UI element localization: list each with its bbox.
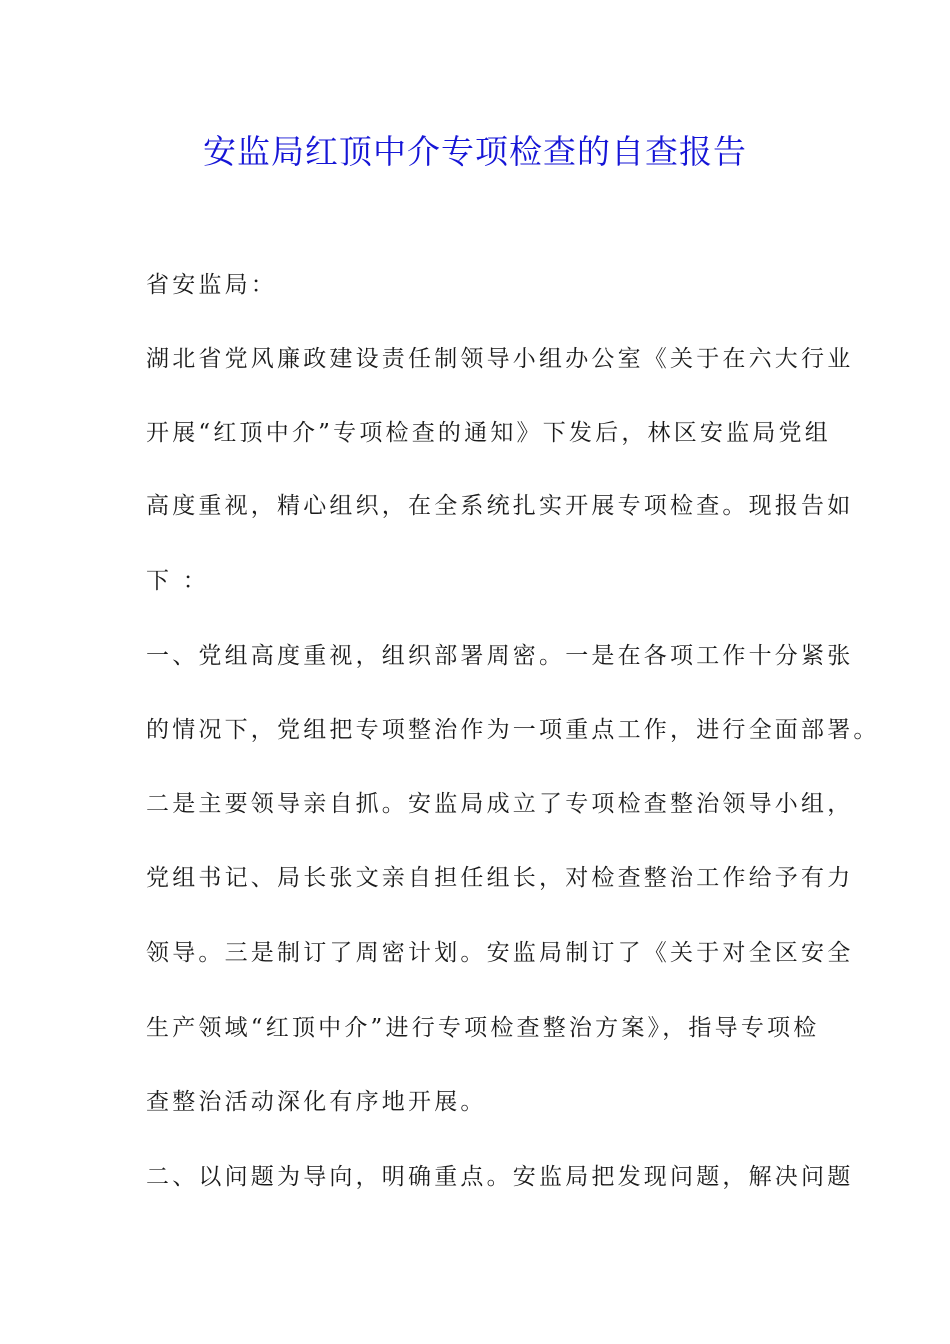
- paragraph-line: 下 ：: [146, 568, 209, 594]
- paragraph-line: 查整治活动深化有序地开展。: [146, 1089, 487, 1115]
- paragraph-line: 的情况下，党组把专项整治作为一项重点工作，进行全面部署。: [146, 717, 880, 743]
- paragraph-line: 二是主要领导亲自抓。安监局成立了专项检查整治领导小组，: [146, 791, 854, 817]
- paragraph-line: 高度重视，精心组织，在全系统扎实开展专项检查。现报告如: [146, 493, 854, 519]
- paragraph-line: 生产领域“红顶中介”进行专项检查整治方案》，指导专项检: [146, 1015, 820, 1041]
- paragraph-line: 一、党组高度重视，组织部署周密。一是在各项工作十分紧张: [146, 643, 854, 669]
- document-title: 安监局红顶中介专项检查的自查报告: [203, 132, 747, 171]
- paragraph-line: 开展“红顶中介”专项检查的通知》下发后，林区安监局党组: [146, 420, 831, 446]
- paragraph-line: 领导。三是制订了周密计划。安监局制订了《关于对全区安全: [146, 940, 854, 966]
- paragraph-line: 二、以问题为导向，明确重点。安监局把发现问题，解决问题: [146, 1164, 854, 1190]
- paragraph-line: 党组书记、局长张文亲自担任组长，对检查整治工作给予有力: [146, 865, 854, 891]
- paragraph-line: 湖北省党风廉政建设责任制领导小组办公室《关于在六大行业: [146, 346, 854, 372]
- salutation: 省安监局：: [146, 272, 277, 298]
